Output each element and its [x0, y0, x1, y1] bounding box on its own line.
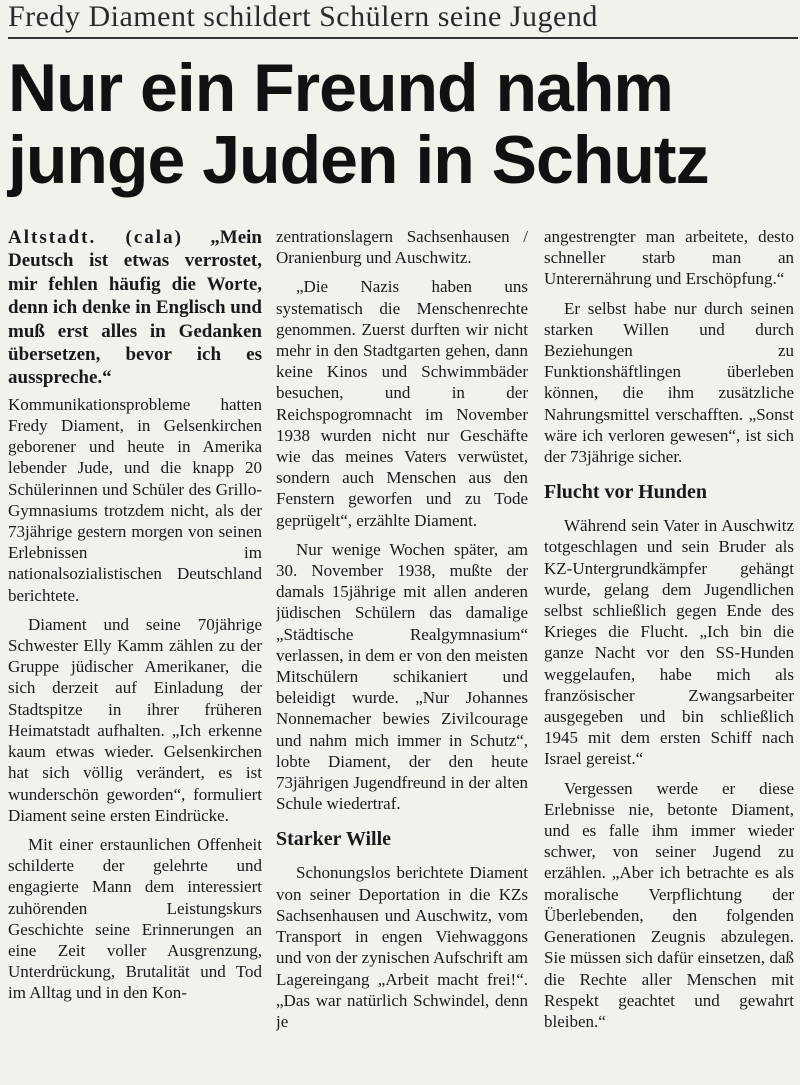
paragraph: Kommunikationsprobleme hatten Fredy Diament, in Gelsenkirchen geborener und heute in Amerika lebender Jude, und die knapp 20 Schülerinnen und Schüler des Grillo-Gymnasiums trotzdem nicht, als der 73jährige gestern morgen von seinen Erlebnissen im nationalsozialistischen Deutschland berichtete.	[8, 394, 262, 605]
article-lead	[8, 226, 262, 390]
paragraph: zentrationslagern Sachsenhausen / Oranienburg und Auschwitz.	[276, 227, 528, 268]
subheading-starker-wille: Starker Wille	[276, 828, 391, 851]
article-column-2	[276, 226, 528, 1085]
headline-line-1: Nur ein Freund nahm	[8, 50, 673, 126]
lead-quote: „Mein Deutsch ist etwas verrostet, mir fehlen häufig die Worte, denn ich denke in Englisch und muß erst alles in Gedanken übersetzen, bevor ich es ausspreche.“	[8, 227, 262, 389]
paragraph: Schonungslos berichtete Diament von seiner Deportation in die KZs Sachsenhausen und Auschwitz, vom Transport in engen Viehwaggons und von der zynischen Aufschrift am Lagereingang „Arbeit macht frei!“. „Das war natürlich Schwindel, denn je	[276, 863, 528, 1031]
headline-line-2: junge Juden in Schutz	[8, 122, 709, 198]
kicker-line: Fredy Diament schildert Schülern seine Jugend	[8, 0, 798, 39]
paragraph: angestrengter man arbeitete, desto schneller starb man an Unterernährung und Erschöpfung.“	[544, 227, 794, 289]
paragraph: Während sein Vater in Auschwitz totgeschlagen und sein Bruder als KZ-Untergrundkämpfer gehängt wurde, gelang dem Jugendlichen selbst schließlich gegen Ende des Krieges die Flucht. „Ich bin die ganze Nacht vor den SS-Hunden weggelaufen, habe mich als französischer Zwangsarbeiter ausgegeben und bin schließlich 1945 mit dem ersten Schiff nach Israel gereist.“	[544, 516, 794, 769]
paragraph: „Die Nazis haben uns systematisch die Menschenrechte genommen. Zuerst durften wir nicht mehr in den Stadtgarten gehen, dann keine Kinos und Schwimmbäder besuchen, und in der Reichspogromnacht im November 1938 wurden nicht nur Geschäfte wie das meines Vaters verwüstet, sondern auch Menschen aus den Fenstern geworfen und zu Tode geprügelt“, erzählte Diament.	[276, 277, 528, 530]
paragraph: Nur wenige Wochen später, am 30. November 1938, mußte der damals 15jährige mit allen anderen jüdischen Schülern das damalige „Städtische Realgymnasium“ verlassen, in dem er von den meisten Mitschülern schikaniert und beleidigt wurde. „Nur Johannes Nonnemacher bewies Zivilcourage und nahm mich immer in Schutz“, lobte Diament, der den heute 73jährigen Jugendfreund in der alten Schule wiedertraf.	[276, 539, 528, 814]
paragraph: Mit einer erstaunlichen Offenheit schilderte der gelehrte und engagierte Mann dem interessiert zuhörenden Leistungskurs Geschichte seine Erinnerungen an eine Zeit voller Ausgrenzung, Unterdrückung, Brutalität und Tod im Alltag und in den Kon-	[8, 834, 262, 1003]
article-column-3	[544, 226, 794, 1085]
dateline: Altstadt. (cala)	[8, 227, 183, 248]
subheading-flucht-vor-hunden: Flucht vor Hunden	[544, 481, 707, 504]
headline	[8, 52, 798, 196]
paragraph: Diament und seine 70jährige Schwester Elly Kamm zählen zu der Gruppe jüdischer Amerikaner, die sich derzeit auf Einladung der Stadtspitze in ihrer früheren Heimatstadt aufhalten. „Ich erkenne kaum etwas wieder. Gelsenkirchen hat sich völlig verändert, es ist wunderschön geworden“, formuliert Diament seine ersten Eindrücke.	[8, 614, 262, 825]
article-column-1	[8, 226, 262, 1085]
paragraph: Vergessen werde er diese Erlebnisse nie, betonte Diament, und es falle ihm immer wieder schwer, von seiner Jugend zu erzählen. „Aber ich betrachte es als moralische Verpflichtung der Überlebenden, den folgenden Generationen Zeugnis abzulegen. Sie müssen sich dafür einsetzen, daß die Rechte aller Menschen mit Respekt geachtet und gewahrt bleiben.“	[544, 778, 794, 1031]
paragraph: Er selbst habe nur durch seinen starken Willen und durch Beziehungen zu Funktionshäftlingen überleben können, die ihm zusätzliche Nahrungsmittel verschafften. „Sonst wäre ich verloren gewesen“, ist sich der 73jährige sicher.	[544, 298, 794, 467]
